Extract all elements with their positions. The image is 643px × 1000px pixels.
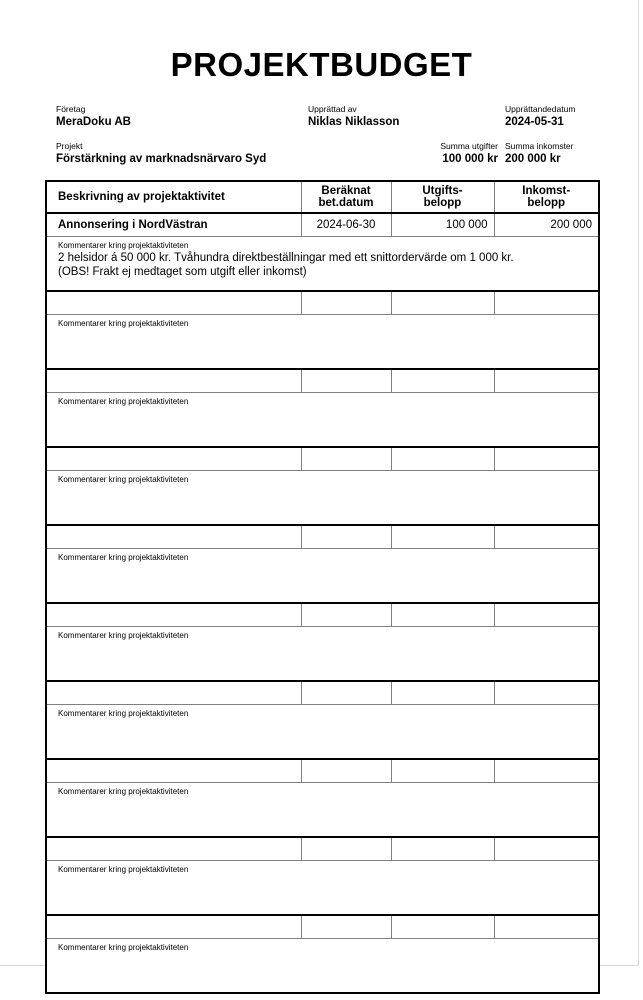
cell-expense[interactable] — [391, 759, 494, 783]
table-row[interactable] — [46, 681, 599, 705]
column-header-expense — [391, 181, 494, 213]
comment-label: Kommentarer kring projektaktiviteten — [58, 553, 189, 562]
table-comment-row[interactable] — [46, 315, 599, 370]
cell-comment[interactable] — [46, 783, 599, 838]
cell-expense[interactable] — [391, 369, 494, 393]
cell-date[interactable] — [301, 759, 391, 783]
cell-date[interactable] — [301, 915, 391, 939]
cell-expense[interactable] — [391, 525, 494, 549]
meta-total-income-value: 200 000 kr — [505, 153, 561, 165]
cell-expense[interactable] — [391, 915, 494, 939]
comment-label: Kommentarer kring projektaktiviteten — [58, 319, 189, 328]
meta-author-label: Upprättad av — [308, 104, 357, 114]
table-comment-row[interactable] — [46, 471, 599, 526]
column-header-income-line2: belopp — [527, 197, 566, 209]
comment-label: Kommentarer kring projektaktiviteten — [58, 475, 189, 484]
cell-description[interactable] — [46, 603, 301, 627]
meta-total-expenses-value: 100 000 kr — [442, 153, 498, 165]
table-row[interactable] — [46, 369, 599, 393]
meta-date-value: 2024-05-31 — [505, 116, 564, 128]
comment-text-line1: 2 helsidor á 50 000 kr. Tvåhundra direktbeställningar med ett snittordervärde om 1 000 kr. — [58, 252, 514, 264]
comment-label: Kommentarer kring projektaktiviteten — [58, 943, 189, 952]
cell-comment[interactable] — [46, 237, 599, 292]
cell-income[interactable] — [494, 369, 599, 393]
cell-date[interactable] — [301, 447, 391, 471]
meta-project-value: Förstärkning av marknadsnärvaro Syd — [56, 153, 267, 165]
cell-comment[interactable] — [46, 861, 599, 916]
cell-description[interactable] — [46, 447, 301, 471]
cell-date[interactable] — [301, 525, 391, 549]
cell-comment[interactable] — [46, 393, 599, 448]
meta-project — [56, 141, 266, 167]
cell-income[interactable]: 200 000 — [494, 213, 599, 237]
meta-author-value: Niklas Niklasson — [308, 116, 400, 128]
cell-income[interactable] — [494, 525, 599, 549]
cell-description[interactable] — [46, 915, 301, 939]
cell-income[interactable] — [494, 837, 599, 861]
cell-income[interactable] — [494, 759, 599, 783]
cell-comment[interactable] — [46, 705, 599, 760]
cell-income[interactable] — [494, 291, 599, 315]
comment-label: Kommentarer kring projektaktiviteten — [58, 787, 189, 796]
cell-expense[interactable] — [391, 603, 494, 627]
meta-total-income-label: Summa inkomster — [505, 141, 574, 151]
cell-expense[interactable]: 100 000 — [391, 213, 494, 237]
cell-date[interactable]: 2024-06-30 — [301, 213, 391, 237]
meta-total-expenses — [401, 141, 498, 167]
cell-comment[interactable] — [46, 471, 599, 526]
column-header-income — [494, 181, 599, 213]
table-row[interactable] — [46, 603, 599, 627]
meta-author — [308, 104, 399, 130]
cell-date[interactable] — [301, 837, 391, 861]
meta-total-expenses-label: Summa utgifter — [440, 141, 498, 151]
cell-income[interactable] — [494, 447, 599, 471]
cell-description[interactable] — [46, 837, 301, 861]
meta-total-income — [505, 141, 609, 167]
table-comment-row[interactable] — [46, 393, 599, 448]
table-comment-row[interactable] — [46, 939, 599, 994]
cell-income[interactable] — [494, 681, 599, 705]
table-comment-row[interactable] — [46, 237, 599, 292]
table-row[interactable] — [46, 213, 599, 237]
comment-text — [58, 251, 587, 279]
cell-description[interactable] — [46, 525, 301, 549]
meta-project-label: Projekt — [56, 141, 83, 151]
meta-company-label: Företag — [56, 104, 86, 114]
table-row[interactable] — [46, 525, 599, 549]
column-header-description: Beskrivning av projektaktivitet — [46, 181, 301, 213]
table-header-row — [46, 181, 599, 213]
table-row[interactable] — [46, 837, 599, 861]
comment-label: Kommentarer kring projektaktiviteten — [58, 241, 189, 250]
table-comment-row[interactable] — [46, 705, 599, 760]
table-comment-row[interactable] — [46, 627, 599, 682]
column-header-income-line1: Inkomst- — [522, 184, 571, 197]
cell-comment[interactable] — [46, 627, 599, 682]
cell-comment[interactable] — [46, 939, 599, 994]
comment-label: Kommentarer kring projektaktiviteten — [58, 631, 189, 640]
cell-income[interactable] — [494, 915, 599, 939]
cell-date[interactable] — [301, 291, 391, 315]
page-title: PROJEKTBUDGET — [170, 46, 473, 83]
cell-comment[interactable] — [46, 549, 599, 604]
cell-date[interactable] — [301, 681, 391, 705]
budget-table-head — [46, 181, 599, 213]
column-header-date — [301, 181, 391, 213]
meta-date — [505, 104, 575, 130]
cell-expense[interactable] — [391, 837, 494, 861]
cell-description[interactable] — [46, 681, 301, 705]
table-comment-row[interactable] — [46, 783, 599, 838]
table-row[interactable] — [46, 447, 599, 471]
column-header-expense-line1: Utgifts- — [422, 184, 463, 197]
column-header-date-line2: bet.datum — [318, 197, 374, 209]
cell-date[interactable] — [301, 369, 391, 393]
cell-description[interactable] — [46, 291, 301, 315]
cell-expense[interactable] — [391, 681, 494, 705]
table-comment-row[interactable] — [46, 861, 599, 916]
comment-label: Kommentarer kring projektaktiviteten — [58, 709, 189, 718]
comment-text-line2: (OBS! Frakt ej medtaget som utgift eller inkomst) — [58, 266, 307, 278]
budget-table — [45, 180, 600, 994]
cell-income[interactable] — [494, 603, 599, 627]
table-row[interactable] — [46, 291, 599, 315]
cell-expense[interactable] — [391, 291, 494, 315]
cell-description[interactable]: Annonsering i NordVästran — [46, 213, 301, 237]
table-comment-row[interactable] — [46, 549, 599, 604]
comment-label: Kommentarer kring projektaktiviteten — [58, 397, 189, 406]
column-header-date-line1: Beräknat — [321, 184, 371, 197]
table-row[interactable] — [46, 915, 599, 939]
cell-date[interactable] — [301, 603, 391, 627]
document-meta-header — [45, 104, 600, 172]
cell-description[interactable] — [46, 369, 301, 393]
meta-date-label: Upprättandedatum — [505, 104, 576, 114]
meta-company — [56, 104, 131, 130]
cell-description[interactable] — [46, 759, 301, 783]
cell-comment[interactable] — [46, 315, 599, 370]
table-row[interactable] — [46, 759, 599, 783]
cell-expense[interactable] — [391, 447, 494, 471]
column-header-expense-line2: belopp — [423, 197, 462, 209]
comment-label: Kommentarer kring projektaktiviteten — [58, 865, 189, 874]
meta-company-value: MeraDoku AB — [56, 116, 131, 128]
budget-table-body — [46, 213, 599, 993]
